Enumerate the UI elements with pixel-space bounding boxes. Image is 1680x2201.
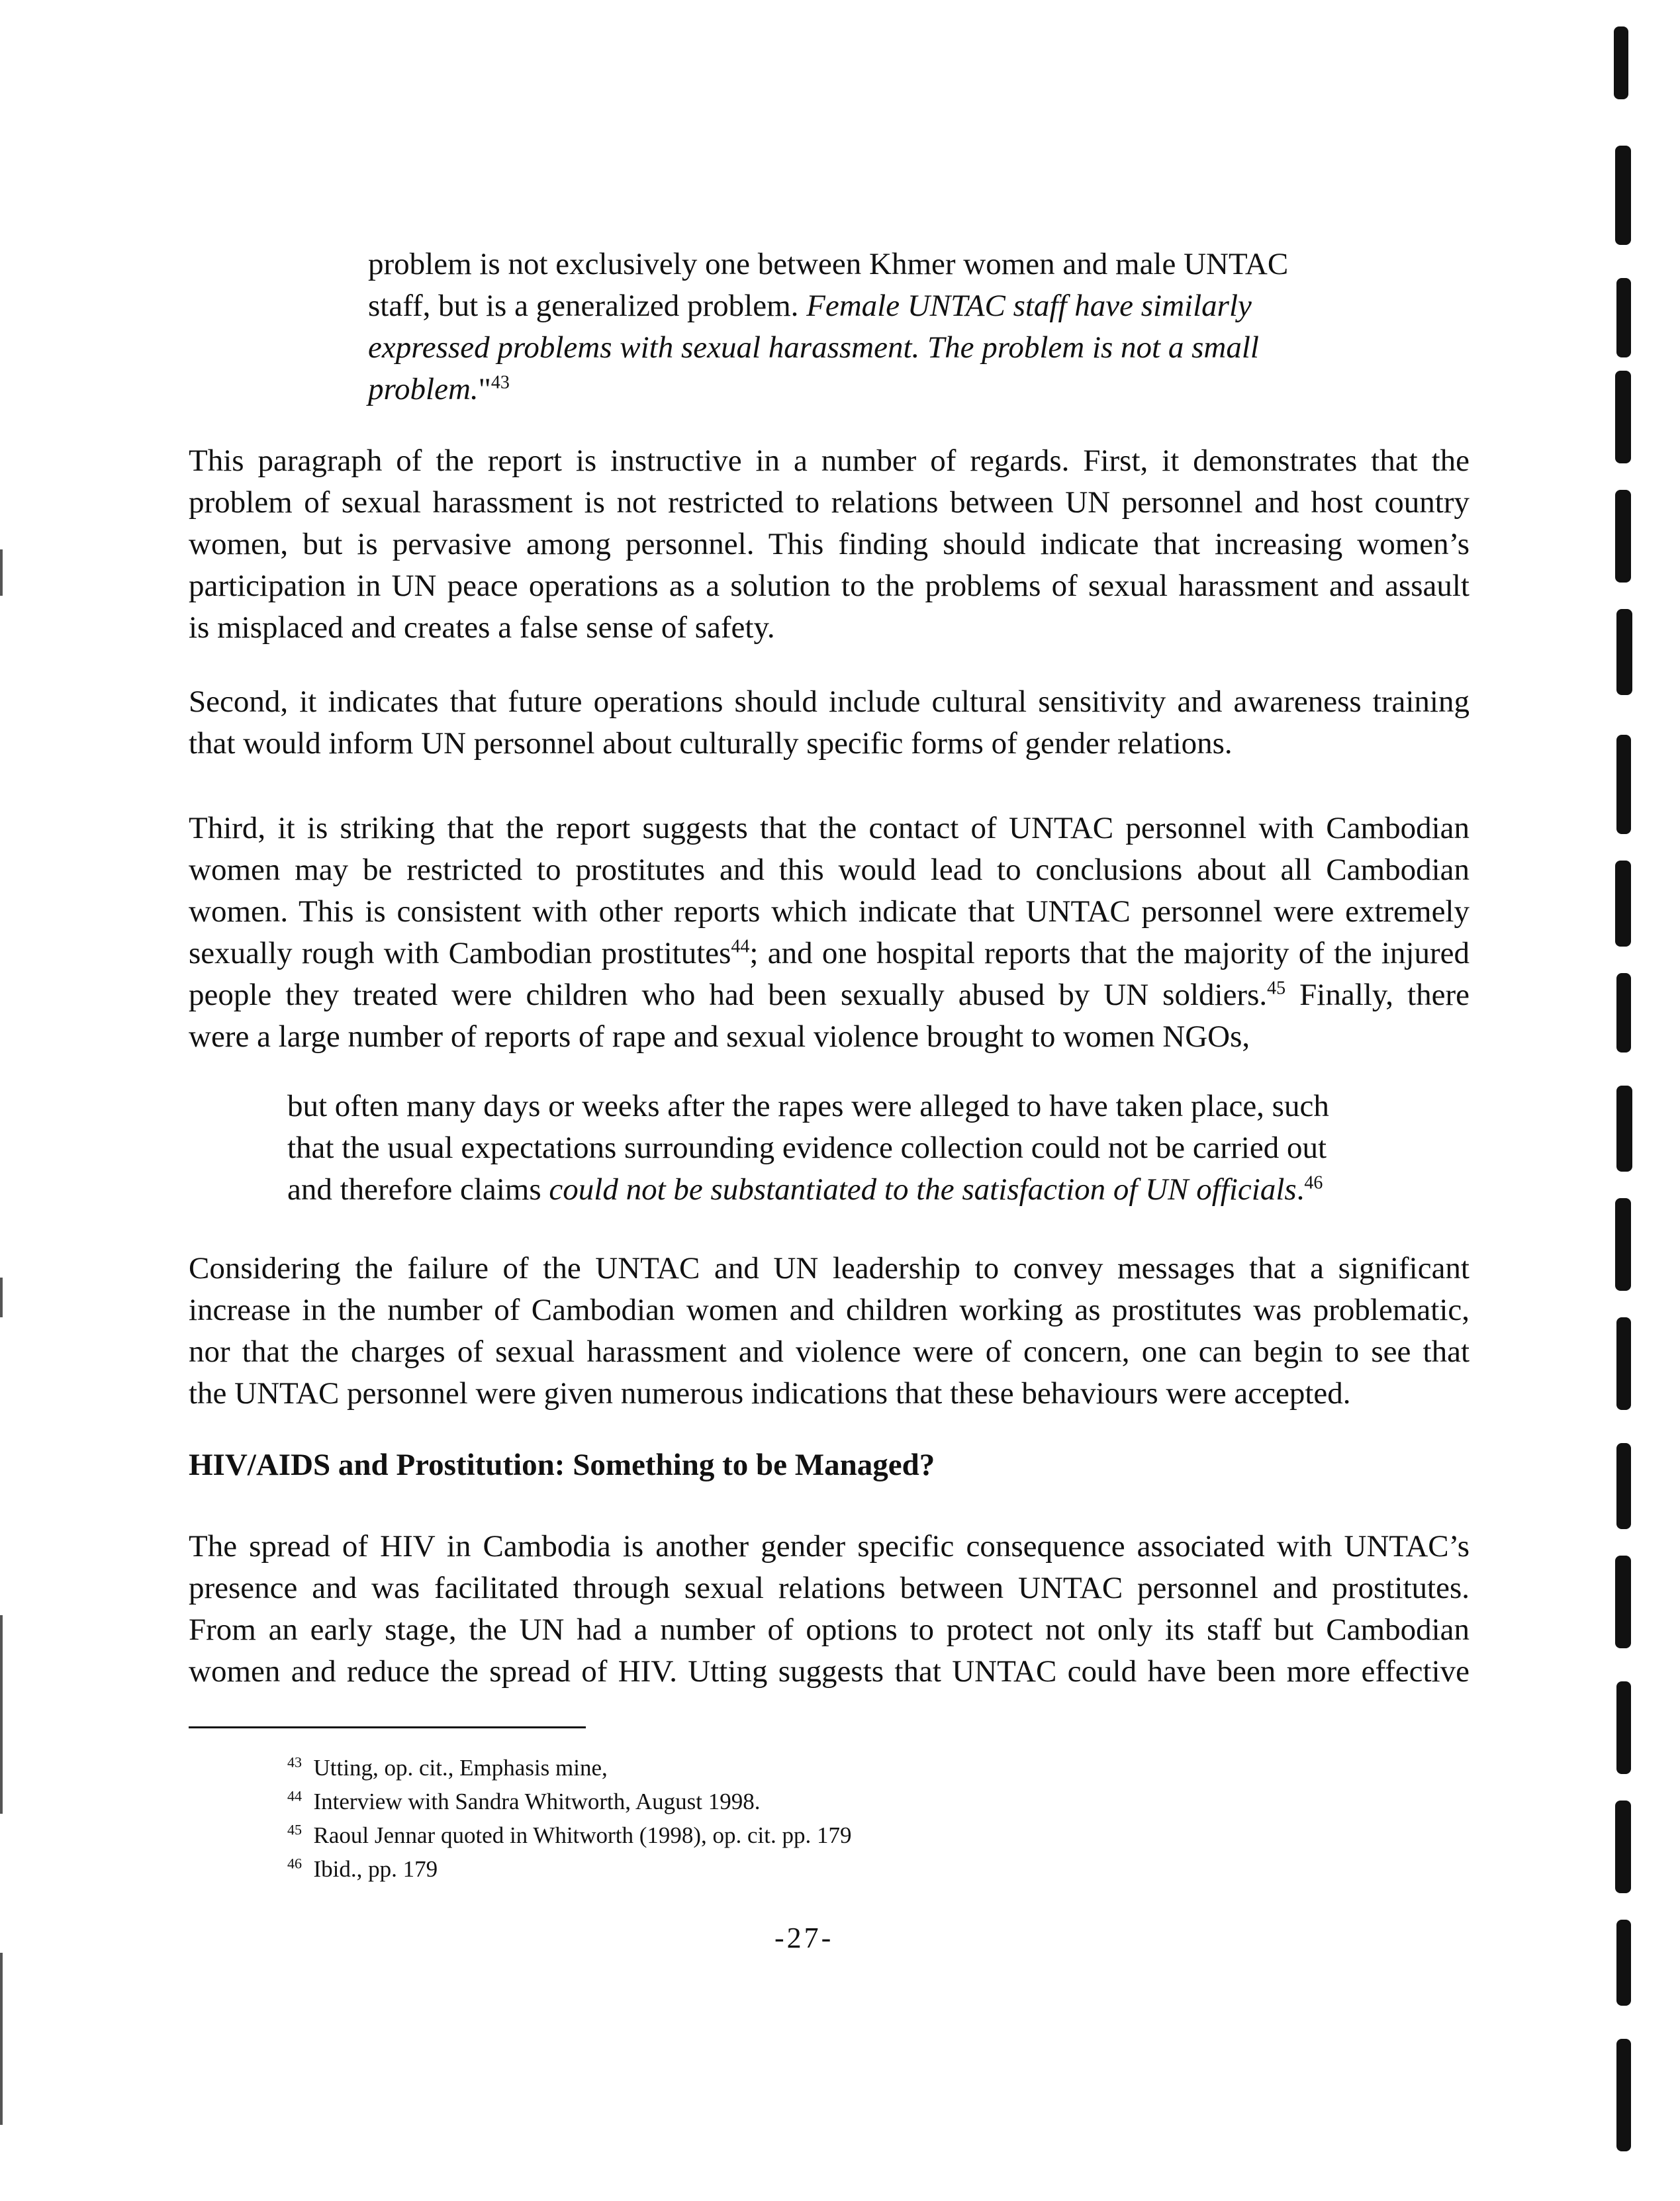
scan-margin-mark [0,549,3,596]
quote1-line-2-italic: Female UNTAC staff have similarly [806,289,1252,323]
footnote-text: Ibid., pp. 179 [313,1856,438,1882]
para3-line-5-b: Finally, there [1285,978,1470,1012]
binder-hole [1615,371,1631,463]
binder-hole [1616,973,1631,1053]
footnote-number: 45 [287,1821,302,1838]
block-quote-2 [287,1086,1373,1211]
footnote-44 [287,1785,851,1818]
footnote-text: Utting, op. cit., Emphasis mine, [313,1755,608,1781]
quote1-line-4-tail: " [478,372,491,406]
binder-hole [1616,1086,1632,1172]
footnote-number: 43 [287,1754,302,1771]
para4-line: the UNTAC personnel were given numerous indications that these behaviours were accepted. [189,1376,1351,1411]
footnote-ref-44: 44 [731,936,750,957]
quote1-line-2 [368,285,1334,327]
quote2-line-3 [287,1169,1373,1211]
footnote-text: Interview with Sandra Whitworth, August 1998. [313,1789,761,1814]
binder-hole [1616,1681,1631,1774]
binder-hole [1616,1317,1631,1410]
para3-line-6: were a large number of reports of rape and sexual violence brought to women NGOs, [189,1019,1250,1054]
block-quote-1 [368,244,1334,410]
para3-line-3: women. This is consistent with other reports which indicate that UNTAC personnel were extremely [189,894,1470,929]
binder-hole [1615,146,1631,245]
footnote-number: 46 [287,1855,302,1872]
quote1-line-3-italic: expressed problems with sexual harassment. The problem is not a small [368,330,1259,365]
footnote-43 [287,1751,851,1785]
paragraph-3 [189,808,1470,1058]
quote1-line-2-plain: staff, but is a generalized problem. [368,289,807,323]
quote1-line-4-italic: problem. [368,372,479,406]
page-number: -27- [774,1922,834,1954]
para3-line-4 [189,933,1470,974]
para4-line: Considering the failure of the UNTAC and UN leadership to convey messages that a significant [189,1251,1470,1286]
quote2-line-1: but often many days or weeks after the rapes were alleged to have taken place, such [287,1089,1329,1123]
scan-margin-mark [0,1615,3,1814]
footnote-46 [287,1852,851,1886]
footnotes [287,1751,851,1886]
para5-line: presence and was facilitated through sexual relations between UNTAC personnel and prostitutes. [189,1571,1470,1605]
quote1-line-3 [368,327,1334,369]
footnote-number: 44 [287,1787,302,1804]
binder-hole [1616,609,1632,695]
para3-line-1: Third, it is striking that the report suggests that the contact of UNTAC personnel with Cambodian [189,811,1470,845]
para1-line: participation in UN peace operations as a solution to the problems of sexual harassment and assault [189,569,1470,603]
paragraph-2 [189,681,1470,765]
binder-holes-strip [1602,26,1642,2178]
footnote-separator [189,1726,586,1728]
quote2-line-3-italic: could not be substantiated to the satisfaction of UN officials [549,1172,1297,1207]
binder-hole [1616,2039,1631,2151]
binder-hole [1615,1801,1631,1893]
para2-line: that would inform UN personnel about culturally specific forms of gender relations. [189,726,1233,761]
scan-margin-mark [0,1278,3,1317]
para3-line-4-a: sexually rough with Cambodian prostitutes [189,936,731,970]
para4-line: nor that the charges of sexual harassment and violence were of concern, one can begin to see that [189,1335,1470,1369]
scan-margin-mark [0,1953,3,2125]
para1-line: problem of sexual harassment is not restricted to relations between UN personnel and host country [189,485,1470,520]
quote2-line-3-end: . [1296,1172,1305,1207]
paragraph-1 [189,440,1470,649]
quote1-line-4 [368,369,1334,410]
quote2-line-2: that the usual expectations surrounding evidence collection could not be carried out [287,1131,1327,1165]
para5-line: From an early stage, the UN had a number of options to protect not only its staff but Cambodian [189,1613,1470,1647]
binder-hole [1615,1556,1631,1648]
para3-line-4-b: ; and one hospital reports that the majority of the injured [749,936,1470,970]
binder-hole [1616,1920,1631,2006]
section-heading: HIV/AIDS and Prostitution: Something to be Managed? [189,1448,935,1482]
binder-hole [1615,490,1631,583]
quote1-line-1: problem is not exclusively one between Khmer women and male UNTAC [368,247,1289,281]
para3-line-5-a: people they treated were children who had been sexually abused by UN soldiers. [189,978,1268,1012]
binder-hole [1616,278,1631,357]
paragraph-5 [189,1526,1470,1693]
footnote-45 [287,1818,851,1852]
binder-hole [1616,735,1631,834]
para5-line: women and reduce the spread of HIV. Utting suggests that UNTAC could have been more effective [189,1654,1470,1689]
para3-line-2: women may be restricted to prostitutes and this would lead to conclusions about all Cambodian [189,853,1470,887]
binder-hole [1614,26,1628,99]
para2-line: Second, it indicates that future operations should include cultural sensitivity and awareness training [189,684,1470,719]
para1-line: women, but is pervasive among personnel. This finding should indicate that increasing women’s [189,527,1470,561]
footnote-ref-46: 46 [1304,1172,1323,1194]
binder-hole [1616,1443,1631,1529]
footnote-ref-43: 43 [490,372,510,393]
footnote-ref-45: 45 [1267,978,1286,999]
para1-line: is misplaced and creates a false sense of safety. [189,610,775,645]
para5-line: The spread of HIV in Cambodia is another gender specific consequence associated with UNTAC’s [189,1529,1470,1564]
quote2-line-3-plain: and therefore claims [287,1172,549,1207]
binder-hole [1615,861,1631,947]
footnote-text: Raoul Jennar quoted in Whitworth (1998), op. cit. pp. 179 [313,1822,852,1848]
para4-line: increase in the number of Cambodian women and children working as prostitutes was problematic, [189,1293,1470,1327]
binder-hole [1615,1198,1631,1291]
para3-line-5 [189,974,1470,1016]
para1-line: This paragraph of the report is instructive in a number of regards. First, it demonstrates that the [189,444,1470,478]
paragraph-4 [189,1248,1470,1415]
